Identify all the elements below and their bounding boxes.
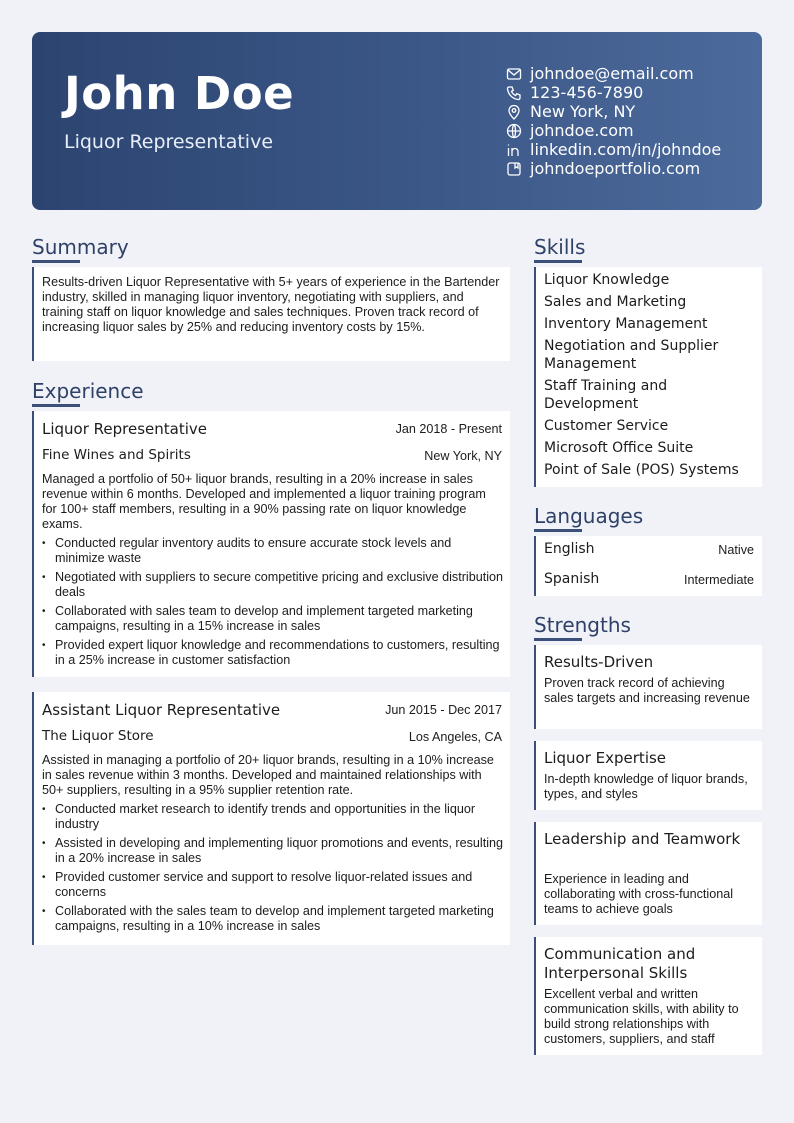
contact-email[interactable] [506, 64, 721, 83]
summary-card [32, 267, 510, 361]
contact-location-text: New York, NY [530, 102, 636, 121]
contact-portfolio[interactable] [506, 159, 721, 178]
job-bullets [42, 802, 504, 938]
job-location: Los Angeles, CA [408, 730, 502, 744]
job-bullets [42, 536, 504, 672]
contact-phone[interactable] [506, 83, 721, 102]
summary-text: Results-driven Liquor Representative with 5+ years of experience in the Bartender industry, skilled in managing liquor inventory, negotiating with suppliers, and training staff on liquor knowledge and sales techniques. Proven track record of increasing liquor sales by 25% and reducing inventory costs by 15%. [42, 275, 500, 334]
summary-heading-rule [32, 260, 80, 263]
resume-header [32, 32, 762, 210]
job-bullet: • Negotiated with suppliers to secure competitive pricing and exclusive distribution deals [42, 570, 504, 600]
experience-heading: Experience [32, 379, 144, 403]
portfolio-icon [506, 161, 522, 177]
language-name: Spanish [544, 571, 600, 587]
strength-card [534, 937, 762, 1055]
candidate-name: John Doe [64, 67, 295, 120]
job-bullet: • Provided customer service and support to resolve liquor-related issues and concerns [42, 870, 504, 900]
languages-card [534, 536, 762, 596]
strength-description: In-depth knowledge of liquor brands, types, and styles [544, 772, 748, 801]
globe-icon [506, 123, 522, 139]
job-description: Assisted in managing a portfolio of 20+ liquor brands, resulting in a 10% increase in sales revenue within 3 months. Developed and maintained relationships with 50+ suppliers, resulting in a 95% supplier retention rate. [42, 753, 494, 797]
contact-website-text: johndoe.com [530, 121, 634, 140]
skill-item: Staff Training and Development [544, 378, 668, 412]
job-bullet: • Collaborated with sales team to develop and implement targeted marketing campaigns, resulting in a 15% increase in sales [42, 604, 504, 634]
skills-heading: Skills [534, 235, 586, 259]
strength-card [534, 645, 762, 729]
skill-item: Sales and Marketing [544, 294, 687, 310]
strength-title: Leadership and Teamwork [544, 830, 741, 848]
job-card [32, 411, 510, 677]
job-title: Liquor Representative [42, 420, 208, 438]
candidate-role: Liquor Representative [64, 131, 274, 153]
strength-title: Communication and Interpersonal Skills [544, 945, 696, 982]
language-name: English [544, 541, 595, 557]
job-bullet: • Collaborated with the sales team to develop and implement targeted marketing campaigns, resulting in a 10% increase in sales [42, 904, 504, 934]
contact-email-text: johndoe@email.com [530, 64, 694, 83]
job-company: Fine Wines and Spirits [42, 447, 191, 463]
experience-heading-rule [32, 404, 80, 407]
job-bullet: • Conducted market research to identify trends and opportunities in the liquor industry [42, 802, 504, 832]
job-card [32, 692, 510, 945]
job-date: Jan 2018 - Present [395, 422, 502, 436]
skill-item: Inventory Management [544, 316, 708, 332]
contact-linkedin[interactable] [506, 140, 721, 159]
location-icon [506, 104, 522, 120]
languages-heading: Languages [534, 504, 644, 528]
mail-icon [506, 66, 522, 82]
job-bullet: • Conducted regular inventory audits to ensure accurate stock levels and minimize waste [42, 536, 504, 566]
strengths-heading-rule [534, 638, 582, 641]
job-date: Jun 2015 - Dec 2017 [385, 703, 502, 717]
linkedin-icon [506, 142, 522, 158]
skill-item: Point of Sale (POS) Systems [544, 462, 739, 478]
job-description: Managed a portfolio of 50+ liquor brands, resulting in a 20% increase in sales revenue within 6 months. Developed and implemented a liquor training program for 100+ staff members, resulting in a 90% passing rate on liquor knowledge exams. [42, 472, 486, 531]
strength-card [534, 822, 762, 925]
skill-item: Negotiation and Supplier Management [544, 338, 719, 372]
contact-location [506, 102, 721, 121]
skill-item: Microsoft Office Suite [544, 440, 694, 456]
contact-list [506, 64, 721, 178]
strength-description: Experience in leading and collaborating with cross-functional teams to achieve goals [544, 872, 733, 916]
job-company: The Liquor Store [42, 728, 154, 744]
job-title: Assistant Liquor Representative [42, 701, 281, 719]
strength-description: Excellent verbal and written communication skills, with ability to build strong relationships with customers, suppliers, and staff [544, 987, 739, 1046]
job-location: New York, NY [424, 449, 502, 463]
skill-item: Liquor Knowledge [544, 272, 670, 288]
skill-item: Customer Service [544, 418, 669, 434]
contact-linkedin-text: linkedin.com/in/johndoe [530, 140, 722, 159]
contact-phone-text: 123-456-7890 [530, 83, 644, 102]
strength-description: Proven track record of achieving sales targets and increasing revenue [544, 676, 750, 705]
phone-icon [506, 85, 522, 101]
skills-heading-rule [534, 260, 582, 263]
languages-heading-rule [534, 529, 582, 532]
contact-website[interactable] [506, 121, 721, 140]
strengths-heading: Strengths [534, 613, 631, 637]
skills-card [534, 267, 762, 487]
strength-title: Results-Driven [544, 653, 654, 671]
job-bullet: • Provided expert liquor knowledge and recommendations to customers, resulting in a 25% increase in customer satisfaction [42, 638, 504, 668]
strength-title: Liquor Expertise [544, 749, 667, 767]
language-level: Native [718, 543, 754, 557]
language-level: Intermediate [683, 573, 754, 587]
strength-card [534, 741, 762, 810]
job-bullet: • Assisted in developing and implementing liquor promotions and events, resulting in a 20% increase in sales [42, 836, 504, 866]
contact-portfolio-text: johndoeportfolio.com [530, 159, 701, 178]
summary-heading: Summary [32, 235, 129, 259]
